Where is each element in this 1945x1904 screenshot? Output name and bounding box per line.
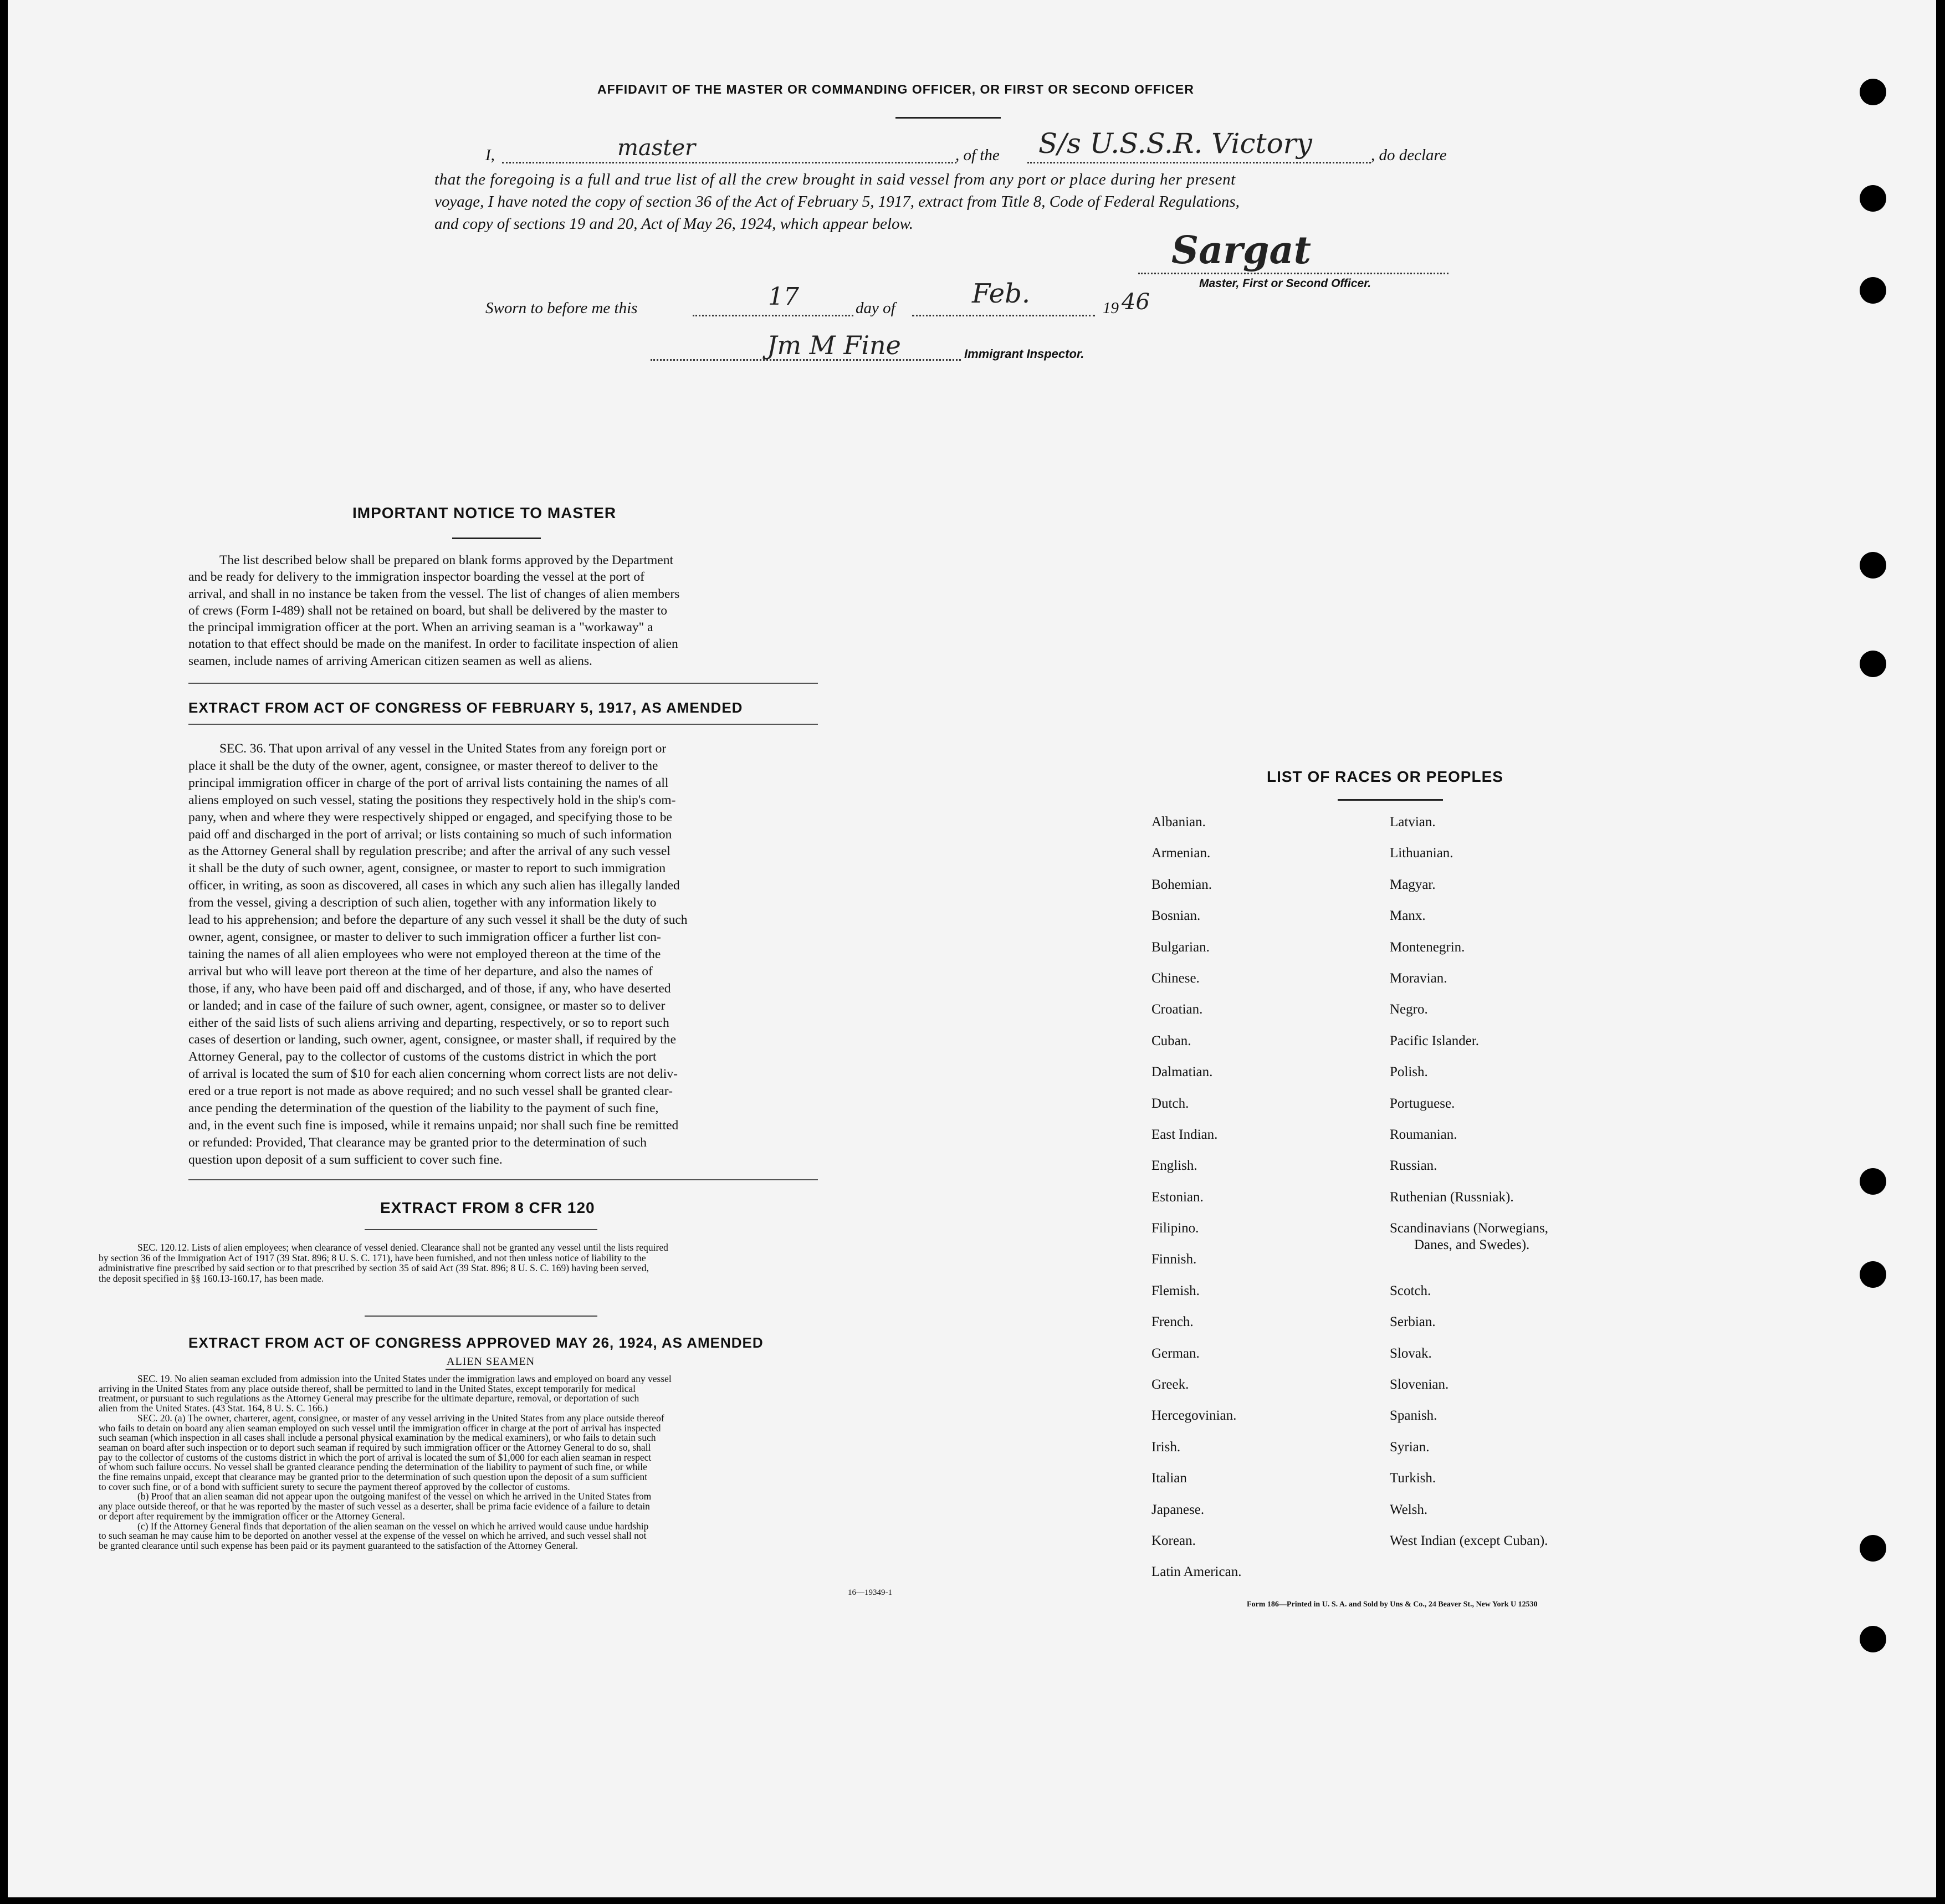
extract-1917-title: EXTRACT FROM ACT OF CONGRESS OF FEBRUARY 5, 1917, AS AMENDED [188,699,743,716]
extract-1917-line: Attorney General, pay to the collector of customs of the customs district in which the port [188,1050,657,1064]
extract-cfr-line: by section 36 of the Immigration Act of 1917 (39 Stat. 896; 8 U. S. C. 171), have been furnished, and not then unless notice of liability to the [99,1252,646,1263]
race-row [1151,1221,1650,1252]
race-left: Bulgarian. [1151,939,1210,955]
affidavit-title-rule [895,117,1001,119]
extract-1917-line: officer, in writing, as soon as discovered, all cases in which any such alien has illegally landed [188,878,680,893]
race-left: East Indian. [1151,1127,1218,1142]
sworn-day: 17 [768,283,799,311]
of-the-label: , of the [955,146,1000,164]
race-right: Latvian. [1390,815,1436,830]
extract-cfr-line: the deposit specified in §§ 160.13-160.17, has been made. [99,1272,324,1284]
extract-1924-line: any place outside thereof, or that he was reported by the master of such vessel as a deserter, shall be prima facie evidence of a failure to detain [99,1501,650,1512]
extract-1917-line: from the vessel, giving a description of such alien, together with any information likely to [188,895,657,910]
master-signature-caption: Master, First or Second Officer. [1199,277,1371,290]
extract-1924-line: to such seaman he may cause him to be deported on another vessel at the expense of the vessel on which he arrived, and such vessel shall not [99,1530,647,1542]
extract-1924-subtitle: ALIEN SEAMEN [447,1355,535,1368]
race-left: Latin American. [1151,1564,1242,1580]
punch-hole [1860,1168,1886,1195]
form-code: 16—19349-1 [848,1588,892,1597]
race-left: Croatian. [1151,1002,1203,1017]
extract-cfr-title: EXTRACT FROM 8 CFR 120 [380,1199,595,1216]
year-suffix: 46 [1122,289,1150,315]
extract-1917-line: owner, agent, consignee, or master to deliver to such immigration officer a further list con- [188,929,661,944]
punch-hole [1860,185,1886,212]
race-row [1151,1346,1650,1377]
race-row [1151,1064,1650,1096]
race-left: Estonian. [1151,1189,1204,1205]
extract-1917-line: arrival but who will leave port thereon at the time of her departure, and also the names of [188,964,653,979]
race-right: Syrian. [1390,1439,1430,1455]
sworn-month: Feb. [972,278,1031,309]
race-left: Dalmatian. [1151,1064,1213,1080]
race-right: Lithuanian. [1390,846,1453,861]
race-row [1151,1502,1650,1533]
extract-cfr-title-rule [365,1229,597,1230]
race-right: Slovak. [1390,1345,1432,1361]
extract-1924-line: alien from the United States. (43 Stat. 164, 8 U. S. C. 166.) [99,1403,328,1414]
race-left: Italian [1151,1471,1187,1486]
race-right: Negro. [1390,1002,1428,1017]
day-of-label: day of [856,299,895,317]
race-right: Moravian. [1390,970,1447,986]
extract-1917-separator [188,724,818,725]
extract-1924-body [99,1374,902,1551]
race-left: Armenian. [1151,846,1211,861]
race-left: Japanese. [1151,1502,1205,1517]
notice-line: the principal immigration officer at the port. When an arriving seaman is a "workaway" a [188,620,653,635]
punch-hole [1860,651,1886,677]
punch-hole [1860,1626,1886,1652]
race-left: Finnish. [1151,1252,1197,1267]
race-left: Irish. [1151,1439,1181,1455]
race-row [1151,1033,1650,1064]
extract-1917-line: either of the said lists of such aliens arriving and departing, respectively, or so to report such [188,1015,669,1030]
race-left: Greek. [1151,1377,1189,1393]
race-row [1151,1377,1650,1408]
race-right: Scandinavians (Norwegians, [1390,1221,1549,1236]
extract-1924-line: treatment, or pursuant to such regulations as the Attorney General may prescribe for the ultimate departure, removal, or deportation of such [99,1393,639,1404]
name-line [502,162,956,163]
extract-1917-line: place it shall be the duty of the owner, agent, consignee, or master thereof to deliver to the [188,758,658,773]
race-row [1151,877,1650,908]
extract-1917-line: ered or a true report is not made as above required; and no such vessel shall be granted clear- [188,1084,673,1099]
year-prefix: 19 [1103,299,1119,317]
extract-1924-line: be granted clearance until such expense has been paid or its payment guaranteed to the satisfaction of the Attorney General. [99,1539,578,1551]
master-signature-line [1138,273,1448,274]
race-left: English. [1151,1158,1197,1174]
race-right: Pacific Islander. [1390,1033,1480,1048]
extract-1924-line: the fine remains unpaid, except that clearance may be granted prior to the determination of such question upon the deposit of a sum sufficient [99,1471,648,1483]
extract-cfr-end-rule [365,1316,597,1317]
form-printer-footer: Form 186—Printed in U. S. A. and Sold by Uns & Co., 24 Beaver St., New York U 12530 [1247,1600,1538,1609]
sworn-month-line [912,315,1095,316]
extract-1917-line: or refunded: Provided, That clearance may be granted prior to the determination of such [188,1135,647,1150]
extract-1924-line: or deport after requirement by the immigration officer or the Attorney General. [99,1510,405,1522]
race-row [1151,1471,1650,1502]
punch-hole [1860,1535,1886,1562]
extract-1917-line: taining the names of all alien employees who were not employed thereon at the time of the [188,946,661,961]
race-row [1151,1096,1650,1127]
race-right: Scotch. [1390,1283,1431,1298]
notice-title-rule [452,538,541,539]
race-right: Magyar. [1390,877,1436,892]
race-right: Polish. [1390,1064,1428,1080]
race-row [1151,1314,1650,1345]
race-left: Cuban. [1151,1033,1191,1048]
extract-1917-line: paid off and discharged in the port of arrival; or lists containing so much of such information [188,827,672,842]
race-row [1151,1533,1650,1564]
punch-hole [1860,552,1886,579]
inspector-signature: Jm M Fine [767,330,901,360]
affidavit-title: AFFIDAVIT OF THE MASTER OR COMMANDING OFFICER, OR FIRST OR SECOND OFFICER [597,82,1194,96]
extract-1924-line: who fails to detain on board any alien seaman employed on such vessel until the immigration officer in charge at the port of arrival has inspected [99,1422,661,1434]
race-left: Bohemian. [1151,877,1212,892]
do-declare-label: , do declare [1371,146,1447,164]
extract-1917-line: of arrival is located the sum of $10 for each alien concerning whom correct lists are not deliv- [188,1067,678,1082]
race-row [1151,1408,1650,1439]
extract-cfr-body [99,1242,902,1283]
notice-body [188,552,818,669]
extract-1924-line: SEC. 20. (a) The owner, charterer, agent, consignee, or master of any vessel arriving in the United States from any place outside thereof [137,1412,664,1424]
extract-1924-line: arriving in the United States from any place outside thereof, shall be permitted to land in the United States, except temporarily for medical [99,1383,636,1394]
extract-1924-line: (b) Proof that an alien seaman did not appear upon the outgoing manifest of the vessel on which he arrived in the United States from [137,1491,652,1502]
race-row [1151,1002,1650,1033]
race-left: Dutch. [1151,1096,1189,1111]
extract-1917-line: cases of desertion or landing, such owner, agent, consignee, or master shall, if required by the [188,1032,677,1047]
race-right: Roumanian. [1390,1127,1457,1142]
extract-cfr-line: SEC. 120.12. Lists of alien employees; when clearance of vessel denied. Clearance shall not be granted any vessel until the lists required [137,1242,668,1253]
affidavit-i-label: I, [485,146,495,164]
race-right: Welsh. [1390,1502,1428,1517]
race-right: Ruthenian (Russniak). [1390,1189,1514,1205]
notice-line: The list described below shall be prepared on blank forms approved by the Department [219,553,673,567]
race-row [1151,1564,1650,1595]
extract-1924-line: seaman on board after such inspection or to deport such seaman if required by such immigration officer or the Attorney General to do so, shall [99,1441,651,1453]
notice-line: of crews (Form I-489) shall not be retained on board, but shall be delivered by the master to [188,603,668,618]
extract-cfr-line: administrative fine prescribed by said section or to that prescribed by section 35 of said Act (39 Stat. 896; 8 U. S. C. 169) having been served, [99,1262,649,1273]
race-row [1151,1158,1650,1189]
race-right: Portuguese. [1390,1096,1455,1111]
race-left: Hercegovinian. [1151,1408,1237,1424]
notice-line: arrival, and shall in no instance be taken from the vessel. The list of changes of alien members [188,586,680,601]
extract-1917-line: principal immigration officer in charge of the port of arrival lists containing the names of all [188,775,669,790]
race-row [1151,815,1650,846]
race-right: Slovenian. [1390,1377,1449,1393]
extract-1917-line: those, if any, who have been paid off and discharged, and of those, if any, who have deserted [188,981,671,996]
race-left: French. [1151,1314,1194,1330]
extract-1917-line: aliens employed on such vessel, stating the positions they respectively hold in the ship's com- [188,792,676,807]
extract-1924-line: SEC. 19. No alien seaman excluded from admission into the United States under the immigration laws and employed on board any vessel [137,1373,672,1384]
notice-separator [188,683,818,684]
extract-1917-line: as the Attorney General shall by regulation prescribe; and after the arrival of any such vessel [188,844,670,859]
race-right-continuation: Danes, and Swedes). [1414,1237,1530,1253]
race-right: Serbian. [1390,1314,1436,1330]
document-page [8,0,1936,1897]
extract-1917-line: pany, when and where they were respectively shipped or engaged, and specifying those to be [188,810,672,825]
extract-1917-line: it shall be the duty of such owner, agent, consignee, or master to report to such immigration [188,861,666,876]
master-name-handwritten: master [617,135,696,161]
extract-1917-line: lead to his apprehension; and before the departure of any such vessel it shall be the duty of such [188,913,688,928]
master-signature: Sargat [1171,228,1312,273]
extract-1917-line: and, in the event such fine is imposed, while it remains unpaid; nor shall such fine be remitted [188,1118,679,1133]
extract-1924-line: to cover such fine, or of a bond with sufficient surety to secure the payment thereof approved by the collector of customs. [99,1481,570,1492]
notice-line: notation to that effect should be made on the manifest. In order to facilitate inspection of alien [188,637,678,652]
race-row [1151,908,1650,939]
notice-line: and be ready for delivery to the immigration inspector boarding the vessel at the port of [188,570,644,585]
race-right: Spanish. [1390,1408,1437,1424]
races-list [1151,815,1650,1596]
extract-1924-title: EXTRACT FROM ACT OF CONGRESS APPROVED MAY 26, 1924, AS AMENDED [188,1334,764,1351]
race-right: West Indian (except Cuban). [1390,1533,1548,1548]
extract-1917-line: or landed; and in case of the failure of such owner, agent, consignee, or master so to deliver [188,998,666,1013]
race-left: Chinese. [1151,970,1200,986]
race-left: Flemish. [1151,1283,1200,1298]
race-right: Manx. [1390,908,1426,924]
extract-1924-line: (c) If the Attorney General finds that deportation of the alien seaman on the vessel on which he arrived would cause undue hardship [137,1520,649,1532]
sworn-label: Sworn to before me this [485,299,638,317]
punch-hole [1860,277,1886,304]
extract-1917-body [188,740,818,1169]
notice-title: IMPORTANT NOTICE TO MASTER [352,504,617,521]
extract-1917-line: SEC. 36. That upon arrival of any vessel in the United States from any foreign port or [219,741,667,756]
extract-1917-end-separator [188,1179,818,1180]
race-row [1151,1237,1650,1283]
extract-1924-line: pay to the collector of customs of the customs district in which the port of arrival is located the sum of $1,000 for each alien seaman in respect [99,1451,652,1463]
race-left: Filipino. [1151,1221,1199,1236]
extract-1917-line: ance pending the determination of the question of the liability to the payment of such fine, [188,1101,659,1116]
notice-line: seamen, include names of arriving American citizen seamen as well as aliens. [188,653,592,668]
race-row [1151,1440,1650,1471]
race-row [1151,846,1650,877]
extract-1924-line: such seaman (which inspection in all cases shall include a personal physical examination by the medical examiners), or who fails to detain such [99,1432,656,1444]
extract-1924-subtitle-rule [446,1369,520,1370]
race-row [1151,1283,1650,1314]
races-title: LIST OF RACES OR PEOPLES [1267,768,1503,785]
race-left: Bosnian. [1151,908,1201,924]
race-row [1151,971,1650,1002]
race-right: Montenegrin. [1390,939,1465,955]
race-right: Turkish. [1390,1471,1436,1486]
vessel-line [1027,162,1371,163]
extract-1917-line: question upon deposit of a sum sufficient to cover such fine. [188,1152,503,1167]
punch-hole [1860,1261,1886,1288]
races-title-rule [1338,799,1443,801]
affidavit-body-line-2: voyage, I have noted the copy of section 36 of the Act of February 5, 1917, extract from Title 8, Code of Federal Regulations, [434,193,1240,211]
race-left: German. [1151,1345,1200,1361]
inspector-caption: Immigrant Inspector. [964,347,1084,361]
race-left: Korean. [1151,1533,1196,1548]
vessel-name-handwritten: S/s U.S.S.R. Victory [1038,127,1312,160]
affidavit-body-line-1: that the foregoing is a full and true list of all the crew brought in said vessel from any port or place during her present [434,171,1236,188]
race-row [1151,940,1650,971]
race-right: Russian. [1390,1158,1437,1174]
race-left: Albanian. [1151,815,1206,830]
affidavit-body-line-3: and copy of sections 19 and 20, Act of May 26, 1924, which appear below. [434,215,913,233]
extract-1924-line: of whom such failure occurs. No vessel shall be granted clearance pending the determination of the liability to payment of such fine, or while [99,1461,647,1473]
sworn-day-line [693,315,853,316]
punch-hole [1860,79,1886,105]
race-row [1151,1190,1650,1221]
race-row [1151,1127,1650,1158]
